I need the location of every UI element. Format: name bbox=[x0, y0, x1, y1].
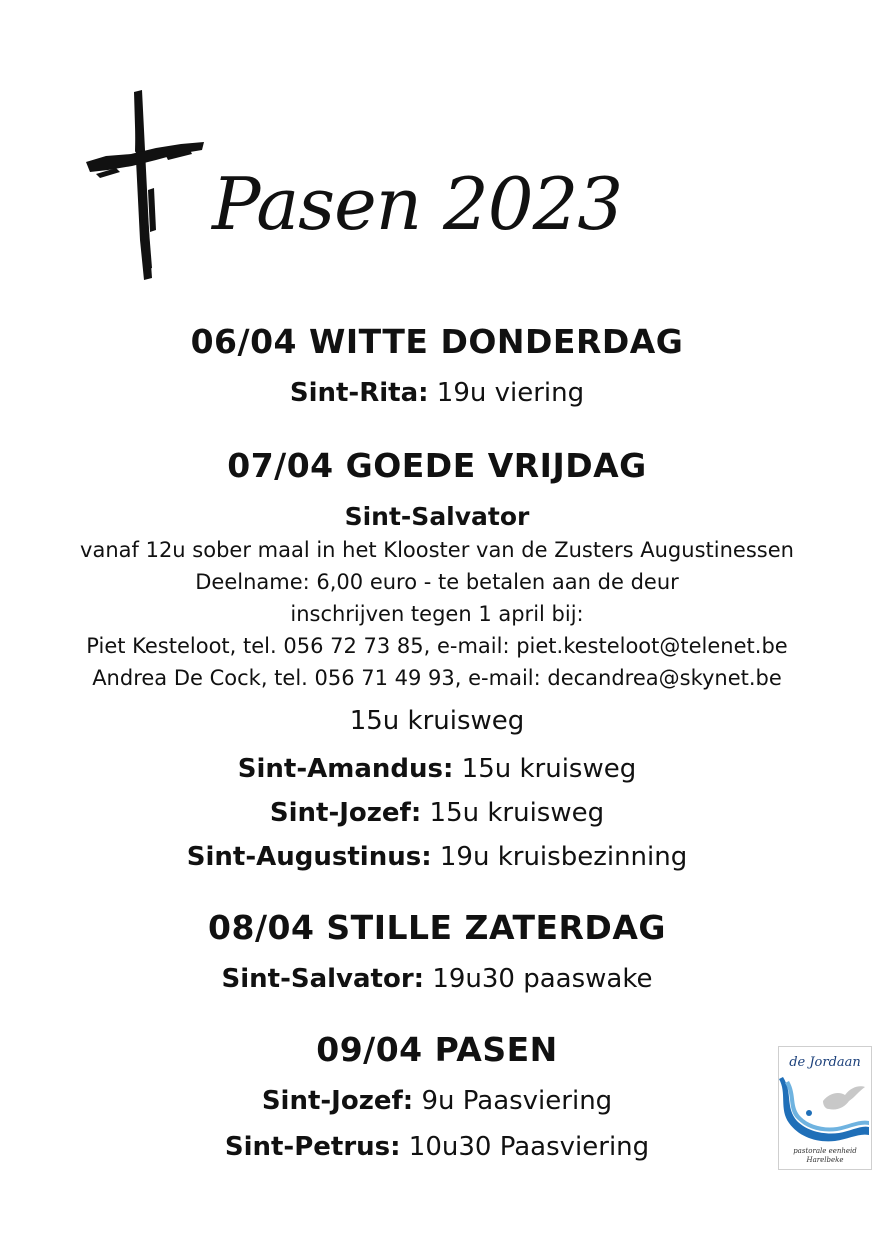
detail-line: inschrijven tegen 1 april bij: bbox=[290, 602, 584, 626]
entry-place: Sint-Jozef: bbox=[261, 1086, 414, 1116]
schedule-entry bbox=[0, 1132, 874, 1162]
schedule-entry bbox=[0, 798, 874, 828]
detail-line: Piet Kesteloot, tel. 056 72 73 85, e-mail: piet.kesteloot@telenet.be bbox=[86, 634, 788, 658]
schedule-entry bbox=[0, 964, 874, 994]
day-heading: 06/04 WITTE DONDERDAG bbox=[190, 322, 684, 361]
entry-place: Sint-Augustinus: bbox=[186, 842, 432, 872]
schedule-entry bbox=[0, 1086, 874, 1116]
logo-subtitle bbox=[779, 1147, 871, 1165]
entry-text: 9u Paasviering bbox=[413, 1086, 613, 1116]
day-heading: 07/04 GOEDE VRIJDAG bbox=[227, 446, 647, 485]
entry-text: 19u kruisbezinning bbox=[431, 842, 688, 872]
entry-text: 15u kruisweg bbox=[453, 754, 637, 784]
entry-place: Sint-Rita: bbox=[289, 378, 429, 408]
day-heading: 08/04 STILLE ZATERDAG bbox=[208, 908, 666, 947]
page-title: Pasen 2023 bbox=[212, 162, 623, 246]
entry-text: 19u viering bbox=[428, 378, 585, 408]
dove-water-icon bbox=[779, 1073, 871, 1145]
logo-name: de Jordaan bbox=[789, 1055, 861, 1070]
schedule-entry bbox=[0, 842, 874, 872]
logo-subtitle-line1: pastorale eenheid bbox=[793, 1147, 857, 1155]
entry-place: Sint-Petrus: bbox=[224, 1132, 401, 1162]
jordaan-logo bbox=[778, 1046, 872, 1170]
day-subheading: Sint-Salvator bbox=[344, 502, 530, 531]
schedule-entry bbox=[0, 754, 874, 784]
entry-text: 10u30 Paasviering bbox=[400, 1132, 650, 1162]
entry-place: Sint-Jozef: bbox=[269, 798, 422, 828]
detail-line: vanaf 12u sober maal in het Klooster van de Zusters Augustinessen bbox=[80, 538, 794, 562]
detail-line: Andrea De Cock, tel. 056 71 49 93, e-mail: decandrea@skynet.be bbox=[92, 666, 782, 690]
logo-subtitle-line2: Harelbeke bbox=[806, 1156, 844, 1164]
entry-place: Sint-Amandus: bbox=[237, 754, 454, 784]
cross-icon bbox=[86, 90, 206, 280]
entry-text: 19u30 paaswake bbox=[424, 964, 653, 994]
header bbox=[0, 80, 874, 280]
entry-text: 15u kruisweg bbox=[421, 798, 605, 828]
schedule-entry bbox=[0, 378, 874, 408]
day-heading: 09/04 PASEN bbox=[316, 1030, 558, 1069]
detail-extra: 15u kruisweg bbox=[349, 706, 525, 736]
entry-place: Sint-Salvator: bbox=[221, 964, 425, 994]
detail-line: Deelname: 6,00 euro - te betalen aan de deur bbox=[195, 570, 679, 594]
